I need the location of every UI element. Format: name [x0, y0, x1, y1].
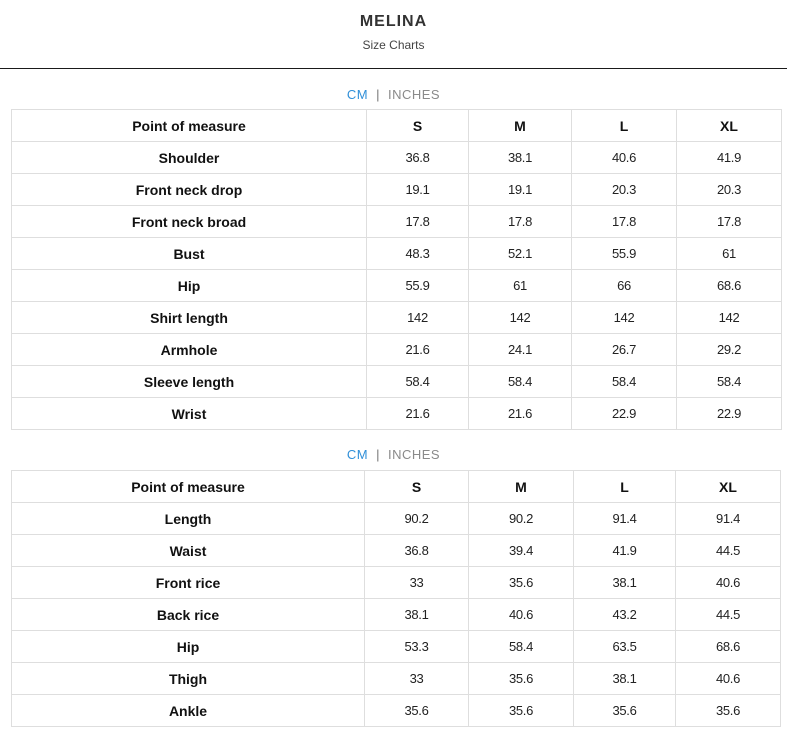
table-row [12, 567, 781, 599]
size-value: 68.6 [676, 631, 781, 663]
size-value: 22.9 [572, 398, 677, 430]
table-row [12, 206, 782, 238]
size-value: 58.4 [367, 366, 469, 398]
size-chart-table-bottom [11, 470, 781, 727]
column-header: Point of measure [12, 110, 367, 142]
unit-separator: | [376, 87, 380, 102]
table-row [12, 535, 781, 567]
size-value: 36.8 [365, 535, 469, 567]
size-value: 142 [469, 302, 572, 334]
table-row [12, 238, 782, 270]
unit-cm-button[interactable]: CM [346, 447, 369, 462]
measure-label: Shirt length [12, 302, 367, 334]
size-value: 35.6 [469, 567, 574, 599]
measure-label: Wrist [12, 398, 367, 430]
size-value: 61 [469, 270, 572, 302]
measure-label: Hip [12, 270, 367, 302]
size-value: 40.6 [572, 142, 677, 174]
measure-label: Front neck broad [12, 206, 367, 238]
size-value: 17.8 [572, 206, 677, 238]
table-row [12, 334, 782, 366]
size-value: 142 [572, 302, 677, 334]
size-value: 24.1 [469, 334, 572, 366]
size-value: 36.8 [367, 142, 469, 174]
size-value: 41.9 [574, 535, 676, 567]
size-value: 29.2 [677, 334, 782, 366]
table-row [12, 302, 782, 334]
size-value: 38.1 [574, 567, 676, 599]
size-value: 90.2 [469, 503, 574, 535]
size-value: 21.6 [367, 398, 469, 430]
page-title: MELINA [359, 13, 428, 30]
size-value: 38.1 [469, 142, 572, 174]
size-value: 21.6 [367, 334, 469, 366]
size-value: 38.1 [365, 599, 469, 631]
unit-toggle [0, 446, 787, 463]
size-value: 33 [365, 663, 469, 695]
table-row [12, 663, 781, 695]
table-row [12, 599, 781, 631]
size-value: 39.4 [469, 535, 574, 567]
column-header: S [365, 471, 469, 503]
page-header [0, 0, 787, 69]
unit-inches-button[interactable]: INCHES [387, 87, 441, 102]
size-value: 22.9 [677, 398, 782, 430]
size-value: 44.5 [676, 535, 781, 567]
table-row [12, 503, 781, 535]
measure-label: Waist [12, 535, 365, 567]
size-value: 55.9 [572, 238, 677, 270]
size-value: 35.6 [469, 663, 574, 695]
measure-label: Ankle [12, 695, 365, 727]
unit-toggle [0, 86, 787, 103]
table-row [12, 174, 782, 206]
size-value: 91.4 [676, 503, 781, 535]
measure-label: Hip [12, 631, 365, 663]
table-row [12, 270, 782, 302]
table-row [12, 398, 782, 430]
measure-label: Length [12, 503, 365, 535]
table-row [12, 366, 782, 398]
unit-separator: | [376, 447, 380, 462]
size-value: 63.5 [574, 631, 676, 663]
table-header-row [12, 110, 782, 142]
measure-label: Thigh [12, 663, 365, 695]
column-header: L [574, 471, 676, 503]
size-value: 19.1 [367, 174, 469, 206]
measure-label: Front rice [12, 567, 365, 599]
size-value: 17.8 [367, 206, 469, 238]
size-value: 58.4 [677, 366, 782, 398]
size-value: 33 [365, 567, 469, 599]
size-value: 58.4 [469, 631, 574, 663]
table-row [12, 142, 782, 174]
page-subtitle: Size Charts [362, 38, 425, 52]
size-value: 91.4 [574, 503, 676, 535]
column-header: XL [677, 110, 782, 142]
column-header: M [469, 471, 574, 503]
size-value: 58.4 [572, 366, 677, 398]
column-header: XL [676, 471, 781, 503]
size-value: 40.6 [676, 567, 781, 599]
measure-label: Back rice [12, 599, 365, 631]
size-value: 20.3 [677, 174, 782, 206]
size-value: 142 [677, 302, 782, 334]
size-value: 17.8 [677, 206, 782, 238]
size-value: 40.6 [676, 663, 781, 695]
table-row [12, 695, 781, 727]
measure-label: Armhole [12, 334, 367, 366]
size-value: 68.6 [677, 270, 782, 302]
size-value: 61 [677, 238, 782, 270]
size-value: 44.5 [676, 599, 781, 631]
table-row [12, 631, 781, 663]
size-value: 19.1 [469, 174, 572, 206]
size-value: 35.6 [365, 695, 469, 727]
measure-label: Sleeve length [12, 366, 367, 398]
size-value: 53.3 [365, 631, 469, 663]
measure-label: Bust [12, 238, 367, 270]
measure-label: Front neck drop [12, 174, 367, 206]
size-value: 66 [572, 270, 677, 302]
size-value: 90.2 [365, 503, 469, 535]
size-value: 41.9 [677, 142, 782, 174]
table-header-row [12, 471, 781, 503]
size-value: 43.2 [574, 599, 676, 631]
column-header: S [367, 110, 469, 142]
size-value: 40.6 [469, 599, 574, 631]
size-value: 26.7 [572, 334, 677, 366]
size-value: 48.3 [367, 238, 469, 270]
column-header: Point of measure [12, 471, 365, 503]
size-value: 142 [367, 302, 469, 334]
size-value: 58.4 [469, 366, 572, 398]
size-chart-table-top [11, 109, 782, 430]
size-value: 17.8 [469, 206, 572, 238]
size-value: 20.3 [572, 174, 677, 206]
size-value: 35.6 [469, 695, 574, 727]
size-value: 35.6 [676, 695, 781, 727]
column-header: M [469, 110, 572, 142]
column-header: L [572, 110, 677, 142]
unit-cm-button[interactable]: CM [346, 87, 369, 102]
size-value: 55.9 [367, 270, 469, 302]
unit-inches-button[interactable]: INCHES [387, 447, 441, 462]
size-value: 38.1 [574, 663, 676, 695]
size-value: 52.1 [469, 238, 572, 270]
size-value: 21.6 [469, 398, 572, 430]
measure-label: Shoulder [12, 142, 367, 174]
size-value: 35.6 [574, 695, 676, 727]
